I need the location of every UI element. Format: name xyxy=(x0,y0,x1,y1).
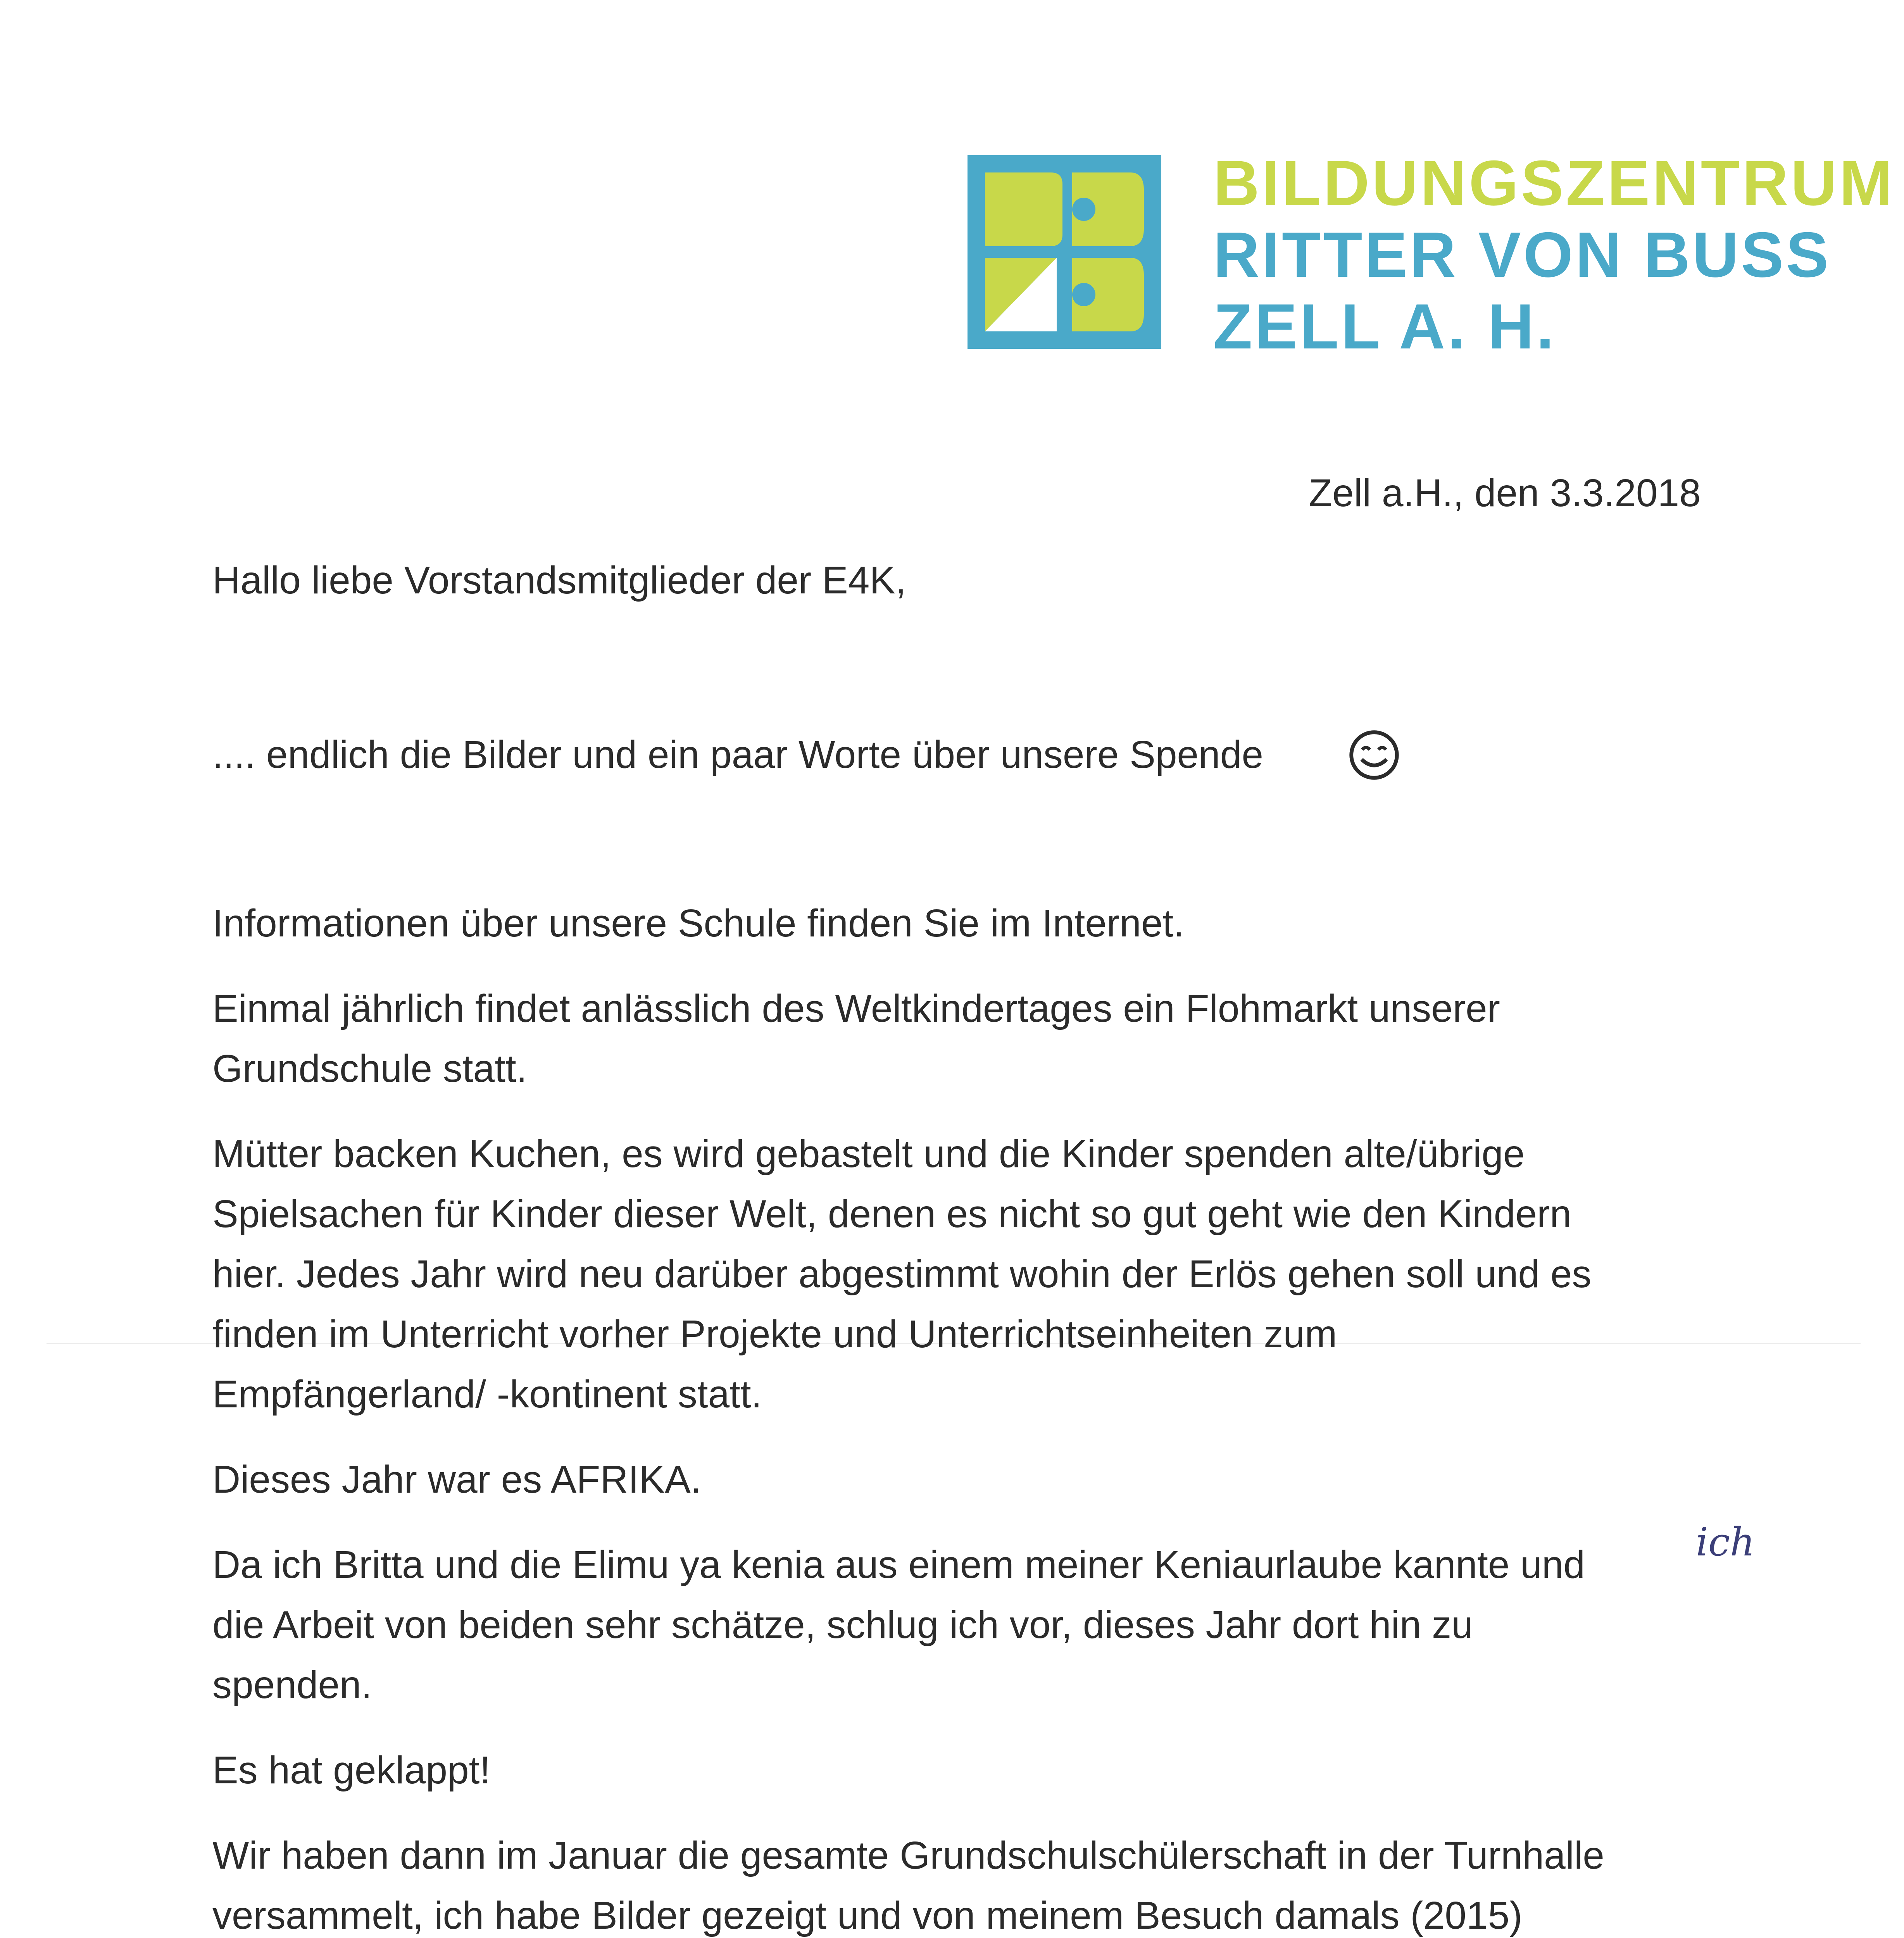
body-line: Dieses Jahr war es AFRIKA. xyxy=(212,1458,702,1501)
school-name-line-1: BILDUNGSZENTRUM xyxy=(1213,147,1895,219)
body-line: Empfängerland/ -kontinent statt. xyxy=(212,1372,762,1416)
body-line: Grundschule statt. xyxy=(212,1047,527,1090)
school-name xyxy=(1213,147,1895,362)
greeting: Hallo liebe Vorstandsmitglieder der E4K, xyxy=(212,559,906,602)
handwritten-insert: ich xyxy=(1696,1519,1755,1565)
letter-date: Zell a.H., den 3.3.2018 xyxy=(1309,471,1701,515)
body-line: Da ich Britta und die Elimu ya kenia aus einem meiner Keniaurlaube kannte und xyxy=(212,1543,1585,1586)
body-line: Mütter backen Kuchen, es wird gebastelt und die Kinder spenden alte/übrige xyxy=(212,1132,1525,1176)
body-line: Spielsachen für Kinder dieser Welt, denen es nicht so gut geht wie den Kindern xyxy=(212,1192,1571,1236)
body-line: versammelt, ich habe Bilder gezeigt und von meinem Besuch damals (2015) xyxy=(212,1894,1523,1937)
body-line: spenden. xyxy=(212,1663,372,1707)
school-name-line-2: RITTER VON BUSS xyxy=(1213,219,1831,290)
school-logo-icon xyxy=(968,155,1161,349)
body-line: Informationen über unsere Schule finden Sie im Internet. xyxy=(212,902,1185,945)
body-line: Einmal jährlich findet anlässlich des Weltkindertages ein Flohmarkt unserer xyxy=(212,987,1500,1030)
smiley-icon xyxy=(1347,728,1401,782)
rb-monogram-icon xyxy=(968,155,1161,349)
body-line: finden im Unterricht vorher Projekte und Unterrichtseinheiten zum xyxy=(212,1312,1337,1356)
intro-line: .... endlich die Bilder und ein paar Worte über unsere Spende xyxy=(212,733,1263,776)
body-line: Wir haben dann im Januar die gesamte Grundschulschülerschaft in der Turnhalle xyxy=(212,1834,1604,1877)
body-line: die Arbeit von beiden sehr schätze, schlug ich vor, dieses Jahr dort hin zu xyxy=(212,1603,1473,1647)
school-name-line-3: ZELL A. H. xyxy=(1213,291,1556,362)
body-line: hier. Jedes Jahr wird neu darüber abgestimmt wohin der Erlös gehen soll und es xyxy=(212,1252,1592,1296)
body-line: Es hat geklappt! xyxy=(212,1748,491,1792)
